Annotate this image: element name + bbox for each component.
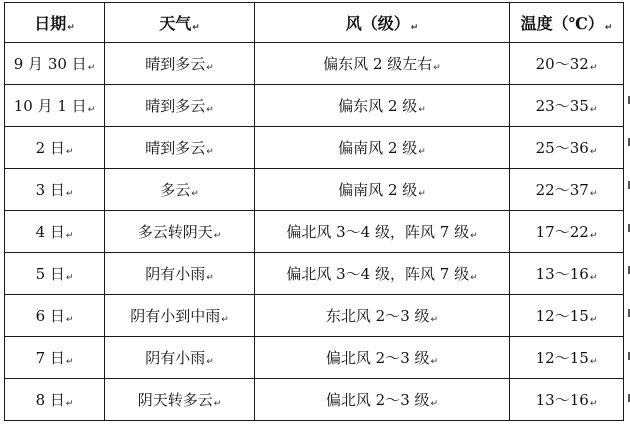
cell-date: 7 日↵: [5, 337, 105, 379]
table-row: [5, 295, 624, 337]
paragraph-mark-icon: ↵: [589, 315, 598, 325]
paragraph-mark-icon: ↵: [589, 63, 598, 73]
paragraph-mark-icon: ↵: [433, 63, 441, 73]
paragraph-mark-icon: ↵: [418, 105, 426, 115]
paragraph-mark-icon: ↵: [430, 315, 439, 325]
cell-weather: 阴天转多云↵: [105, 379, 255, 421]
cell-temperature: 23～35↵: [510, 85, 624, 127]
cell-wind: 偏东风 2 级左右↵: [255, 43, 510, 85]
cell-date: 3 日↵: [5, 169, 105, 211]
paragraph-mark-icon: ↵: [589, 189, 598, 199]
cell-wind: 偏北风 2～3 级↵: [255, 337, 510, 379]
paragraph-mark-icon: ↵: [206, 357, 214, 367]
cell-date: 5 日↵: [5, 253, 105, 295]
cell-weather: 晴到多云↵: [105, 127, 255, 169]
paragraph-mark-icon: ↵: [589, 273, 598, 283]
paragraph-mark-icon: ↵: [65, 399, 74, 409]
cell-weather: 多云↵: [105, 169, 255, 211]
cell-temperature: 12～15↵: [510, 337, 624, 379]
cell-wind: 偏南风 2 级↵: [255, 169, 510, 211]
paragraph-mark-icon: ↵: [65, 231, 74, 241]
paragraph-mark-icon: ↵: [589, 231, 598, 241]
cell-wind: 偏北风 3～4 级，阵风 7 级↵: [255, 253, 510, 295]
table-row: [5, 253, 624, 295]
cell-weather: 阴有小雨↵: [105, 337, 255, 379]
paragraph-mark-icon: ↵: [418, 147, 426, 157]
paragraph-mark-icon: ↵: [206, 105, 214, 115]
cell-date: 8 日↵: [5, 379, 105, 421]
cell-temperature: 13～16↵: [510, 379, 624, 421]
cell-wind: 偏南风 2 级↵: [255, 127, 510, 169]
paragraph-mark-icon: ↵: [418, 189, 426, 199]
paragraph-mark-icon: ↵: [589, 147, 598, 157]
paragraph-mark-icon: ↵: [430, 399, 439, 409]
row-end-markers: [626, 0, 630, 427]
paragraph-mark-icon: ↵: [213, 231, 222, 241]
table-row: [5, 211, 624, 253]
paragraph-mark-icon: ↵: [65, 273, 74, 283]
cell-temperature: 12～15↵: [510, 295, 624, 337]
cell-weather: 阴有小到中雨↵: [105, 295, 255, 337]
cell-weather: 晴到多云↵: [105, 43, 255, 85]
table-row: [5, 337, 624, 379]
cell-wind: 偏东风 2 级↵: [255, 85, 510, 127]
paragraph-mark-icon: ↵: [213, 399, 222, 409]
paragraph-mark-icon: ↵: [470, 273, 478, 283]
cell-weather: 多云转阴天↵: [105, 211, 255, 253]
table-row: [5, 379, 624, 421]
paragraph-mark-icon: ↵: [192, 23, 200, 33]
cell-date: 2 日↵: [5, 127, 105, 169]
cell-temperature: 20～32↵: [510, 43, 624, 85]
header-weather: 天气↵: [105, 3, 255, 43]
paragraph-mark-icon: ↵: [430, 357, 439, 367]
cell-weather: 阴有小雨↵: [105, 253, 255, 295]
paragraph-mark-icon: ↵: [65, 147, 74, 157]
paragraph-mark-icon: ↵: [65, 189, 74, 199]
paragraph-mark-icon: ↵: [470, 231, 478, 241]
paragraph-mark-icon: ↵: [206, 273, 214, 283]
paragraph-mark-icon: ↵: [604, 23, 613, 33]
paragraph-mark-icon: ↵: [589, 105, 598, 115]
cell-date: 6 日↵: [5, 295, 105, 337]
paragraph-mark-icon: ↵: [87, 63, 96, 73]
weather-forecast-table: [4, 2, 624, 421]
cell-temperature: 22～37↵: [510, 169, 624, 211]
header-temperature: 温度（℃）↵: [510, 3, 624, 43]
paragraph-mark-icon: ↵: [410, 23, 419, 33]
table-row: [5, 127, 624, 169]
cell-weather: 晴到多云↵: [105, 85, 255, 127]
cell-wind: 东北风 2～3 级↵: [255, 295, 510, 337]
cell-date: 9 月 30 日↵: [5, 43, 105, 85]
paragraph-mark-icon: ↵: [206, 63, 214, 73]
paragraph-mark-icon: ↵: [221, 315, 229, 325]
paragraph-mark-icon: ↵: [206, 147, 214, 157]
cell-temperature: 25～36↵: [510, 127, 624, 169]
table-row: [5, 85, 624, 127]
cell-temperature: 13～16↵: [510, 253, 624, 295]
header-date: 日期↵: [5, 3, 105, 43]
header-wind: 风（级）↵: [255, 3, 510, 43]
paragraph-mark-icon: ↵: [589, 399, 598, 409]
paragraph-mark-icon: ↵: [589, 357, 598, 367]
table-header-row: [5, 3, 624, 43]
table-row: [5, 43, 624, 85]
paragraph-mark-icon: ↵: [65, 357, 74, 367]
paragraph-mark-icon: ↵: [67, 23, 75, 33]
paragraph-mark-icon: ↵: [191, 189, 199, 199]
cell-temperature: 17～22↵: [510, 211, 624, 253]
paragraph-mark-icon: ↵: [65, 315, 74, 325]
cell-wind: 偏北风 2～3 级↵: [255, 379, 510, 421]
paragraph-mark-icon: ↵: [87, 105, 96, 115]
table-body: [5, 43, 624, 421]
cell-date: 4 日↵: [5, 211, 105, 253]
cell-date: 10 月 1 日↵: [5, 85, 105, 127]
cell-wind: 偏北风 3～4 级，阵风 7 级↵: [255, 211, 510, 253]
table-row: [5, 169, 624, 211]
